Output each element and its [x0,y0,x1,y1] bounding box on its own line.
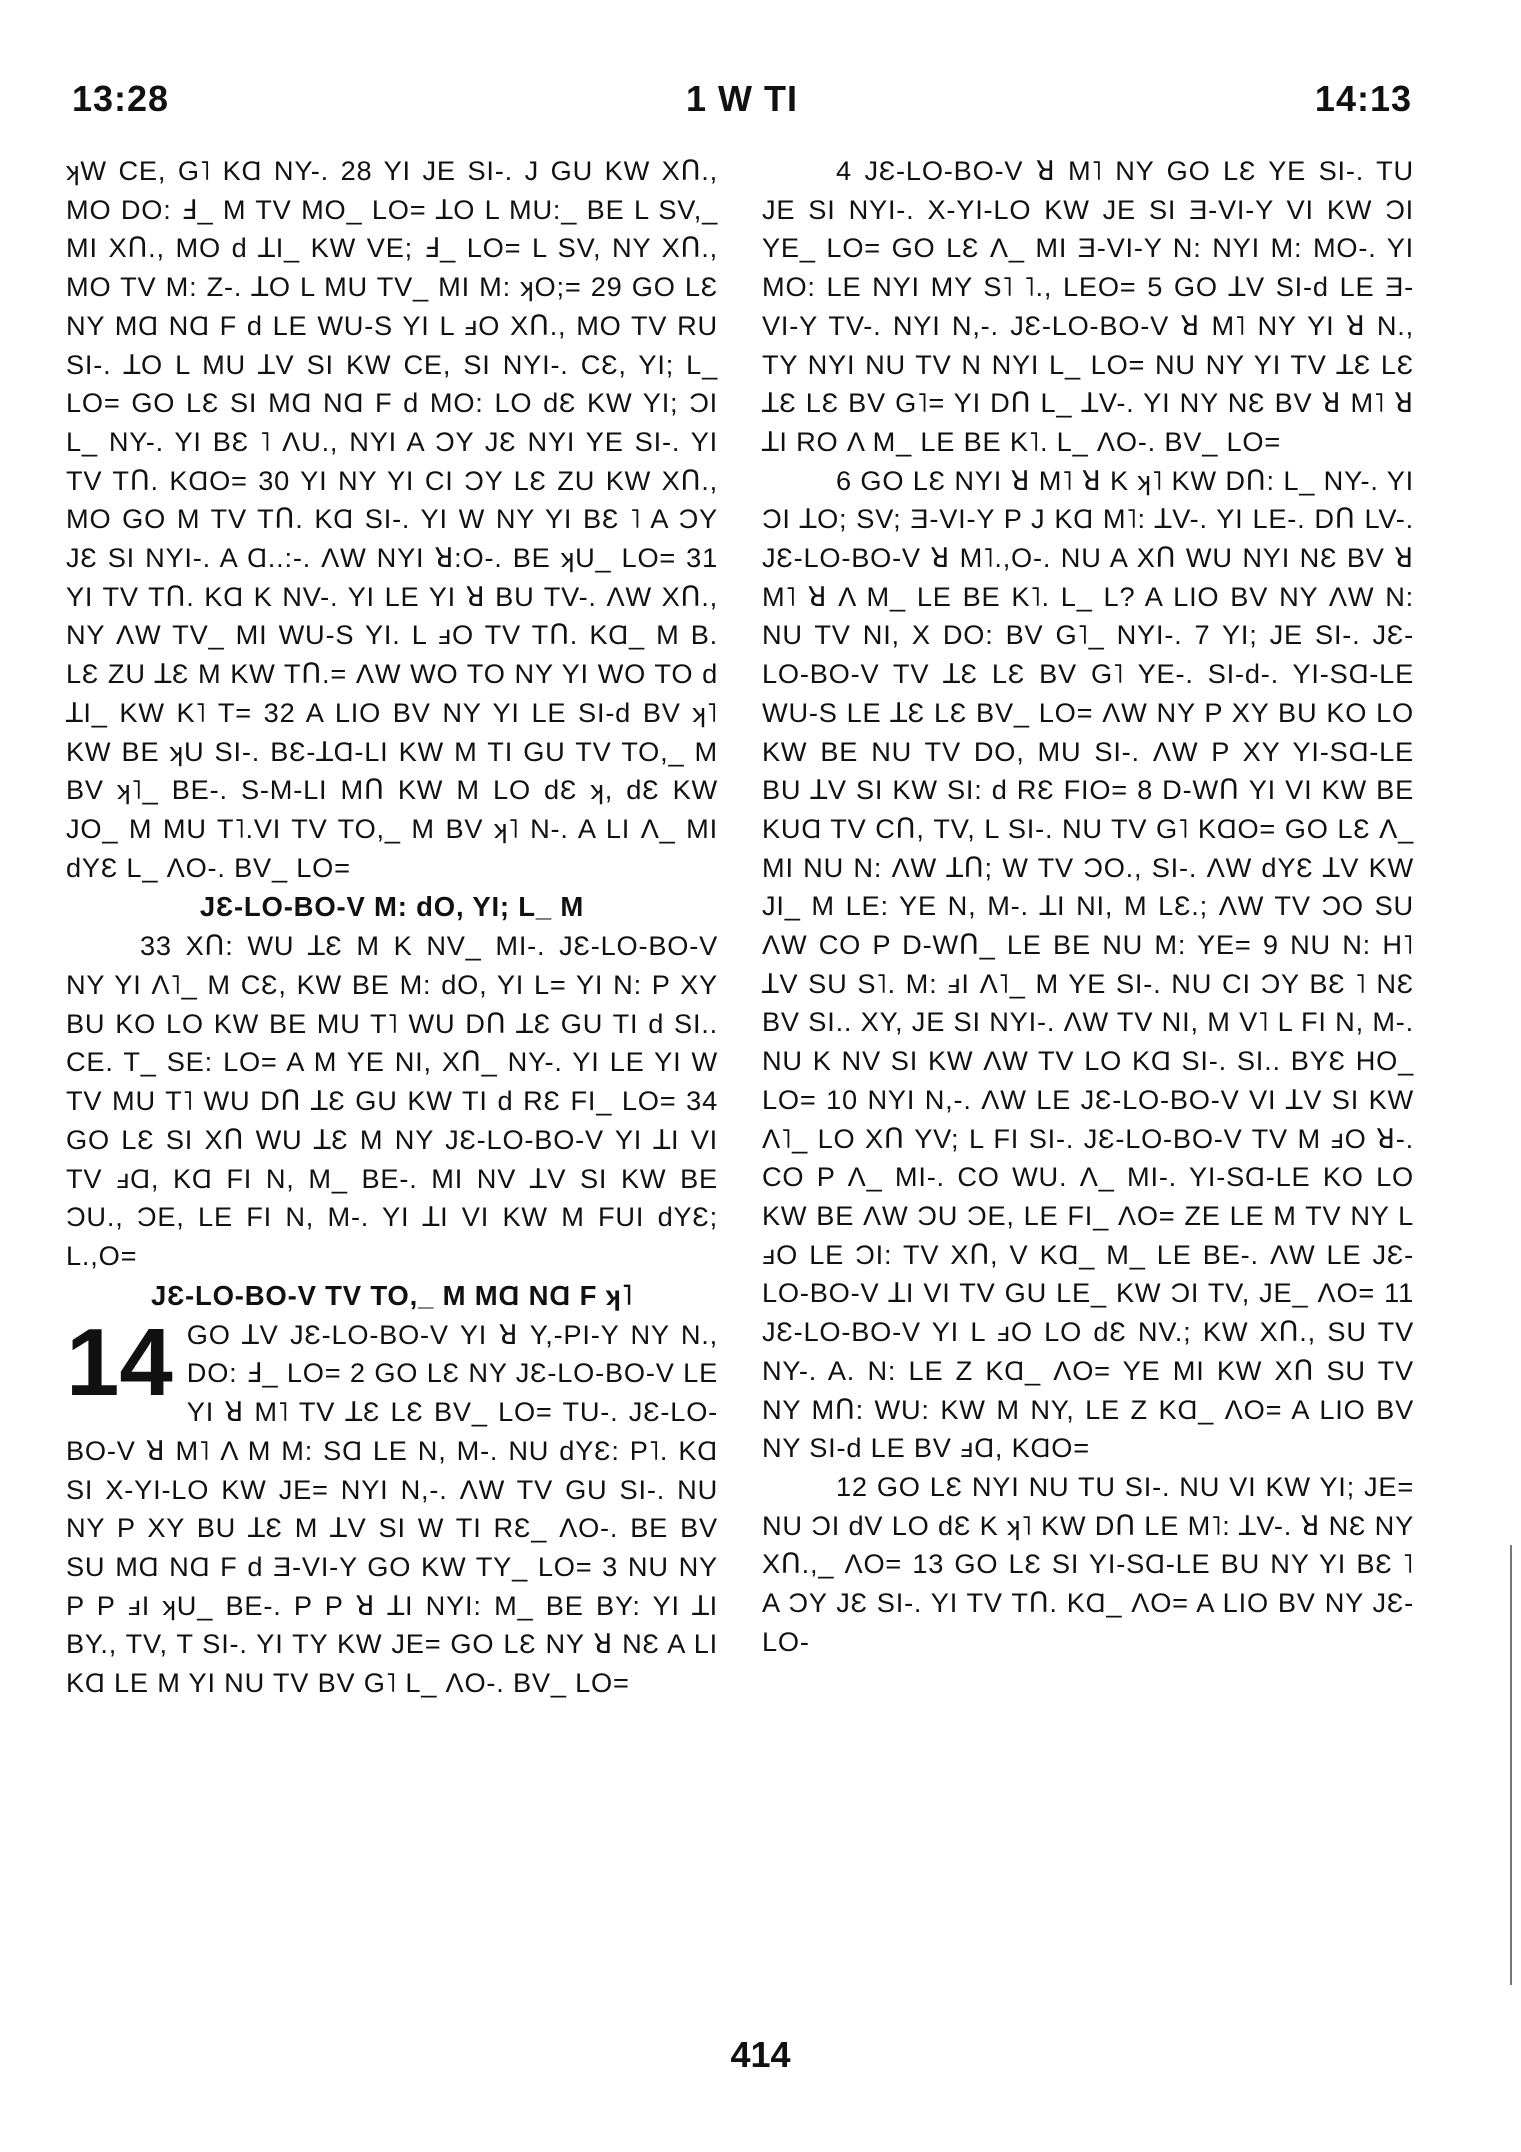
left-column [66,152,718,1703]
section-heading: JƐ-LO-BO-V TV TO,_ M MⱭ NⱭ F ʞ˥ [150,1279,634,1311]
verse-paragraph: 4 JƐ-LO-BO-V ꓤ M˥ NY GO LƐ YE SI-. TU JE SI NYI-. X-YI-LO KW JE SI Ǝ-VI-Y VI KW ƆI YE_ LO= GO LƐ Λ_ MI Ǝ-VI-Y N: NYI M: MO-. YI MO: LE NYI MY S˥ ˥., LEO= 5 GO ꓕV SI-d LE Ǝ-VI-Y TV-. NYI N,-. JƐ-LO-BO-V ꓤ M˥ NY YI ꓤ N., TY NYI NU TV N NYI L_ LO= NU NY YI TV ꓕƐ LƐ ꓕƐ LƐ BV G˥= YI DՈ L_ ꓕV-. YI NY NƐ BV ꓤ M˥ ꓤ ꓕI RO Λ M_ LE BE K˥. L_ ΛO-. BV_ LO= [762,155,1414,457]
running-header [72,78,1412,128]
page-number: 414 [730,2034,791,2075]
verse-paragraph: ʞW CE, G˥ KⱭ NY-. 28 YI JE SI-. J GU KW XՈ., MO DO: Ⅎ_ M TV MO_ LO= ꓕO L MU:_ BE L SV,_ MI XՈ., MO d ꓕI_ KW VE; Ⅎ_ LO= L SV, NY XՈ., MO TV M: Z-. ꓕO L MU TV_ MI M: ʞO;= 29 GO LƐ NY MⱭ NⱭ F d LE WU-S YI L ⅎO XՈ., MO TV RU SI-. ꓕO L MU ꓕV SI KW CE, SI NYI-. CƐ, YI; L_ LO= GO LƐ SI MⱭ NⱭ F d MO: LO dƐ KW YI; ƆI L_ NY-. YI BƐ ˥ ΛU., NYI A ƆY JƐ NYI YE SI-. YI TV TՈ. KⱭO= 30 YI NY YI CI ƆY LƐ ZU KW XՈ., MO GO M TV TՈ. KⱭ SI-. YI W NY YI BƐ ˥ A ƆY JƐ SI NYI-. A Ɑ..:-. ΛW NYI ꓤ:O-. BE ʞU_ LO= 31 YI TV TՈ. KⱭ K NV-. YI LE YI ꓤ BU TV-. ΛW XՈ., NY ΛW TV_ MI WU-S YI. L ⅎO TV TՈ. KⱭ_ M B. LƐ ZU ꓕƐ M KW TՈ.= ΛW WO TO NY YI WO TO d ꓕI_ KW K˥ T= 32 A LIO BV NY YI LE SI-d BV ʞ˥ KW BE ʞU SI-. BƐ-ꓕⱭ-LI KW M TI GU TV TO,_ M BV ʞ˥_ BE-. S-M-LI MՈ KW M LO dƐ ʞ, dƐ KW JO_ M MU T˥.VI TV TO,_ M BV ʞ˥ N-. A LI Λ_ MI dYƐ L_ ΛO-. BV_ LO= [66,155,718,883]
header-left-reference: 13:28 [72,78,170,119]
verse-paragraph: 12 GO LƐ NYI NU TU SI-. NU VI KW YI; JE= NU ƆI dV LO dƐ K ʞ˥ KW DՈ LE M˥: ꓕV-. ꓤ NƐ NY XՈ.,_ ΛO= 13 GO LƐ SI YI-SⱭ-LE BU NY YI BƐ ˥ A ƆY JƐ SI-. YI TV TՈ. KⱭ_ ΛO= A LIO BV NY JƐ-LO- [762,1470,1414,1657]
chapter-number: 14 [66,1308,173,1416]
header-right-reference: 14:13 [1314,78,1412,119]
verse-paragraph: 33 XՈ: WU ꓕƐ M K NV_ MI-. JƐ-LO-BO-V NY YI Λ˥_ M CƐ, KW BE M: dO, YI L= YI N: P XY BU KO LO KW BE MU T˥ WU DՈ ꓕƐ GU TI d SI.. CE. T_ SE: LO= A M YE NI, XՈ_ NY-. YI LE YI W TV MU T˥ WU DՈ ꓕƐ GU KW TI d RƐ FI_ LO= 34 GO LƐ SI XՈ WU ꓕƐ M NY JƐ-LO-BO-V YI ꓕI VI TV ⅎⱭ, KⱭ FI N, M_ BE-. MI NV ꓕV SI KW BE ƆU., ƆE, LE FI N, M-. YI ꓕI VI KW M FUI dYƐ; L.,O= [66,930,718,1271]
section-heading: JƐ-LO-BO-V M: dO, YI; L_ M [199,891,585,923]
verse-paragraph: 6 GO LƐ NYI ꓤ M˥ ꓤ K ʞ˥ KW DՈ: L_ NY-. YI ƆI ꓕO; SV; Ǝ-VI-Y P J KⱭ M˥: ꓕV-. YI LE-. DՈ LV-. JƐ-LO-BO-V ꓤ M˥.,O-. NU A XՈ WU NYI NƐ BV ꓤ M˥ ꓤ Λ M_ LE BE K˥. L_ L? A LIO BV NY ΛW N: NU TV NI, X DO: BV G˥_ NYI-. 7 YI; JE SI-. JƐ-LO-BO-V TV ꓕƐ LƐ BV G˥ YE-. SI-d-. YI-SⱭ-LE WU-S LE ꓕƐ LƐ BV_ LO= ΛW NY P XY BU KO LO KW BE NU TV DO, MU SI-. ΛW P XY YI-SⱭ-LE BU ꓕV SI KW SI: d RƐ FIO= 8 D-WՈ YI VI KW BE KUⱭ TV CՈ, TV, L SI-. NU TV G˥ KⱭO= GO LƐ Λ_ MI NU N: ΛW ꓕՈ; W TV ƆO., SI-. ΛW dYƐ ꓕV KW JI_ M LE: YE N, M-. ꓕI NI, M LƐ.; ΛW TV ƆO SU ΛW CO P D-WՈ_ LE BE NU M: YE= 9 NU N: H˥ ꓕV SU S˥. M: ⅎI Λ˥_ M YE SI-. NU CI ƆY BƐ ˥ NƐ BV SI.. XY, JE SI NYI-. ΛW TV NI, M V˥ L FI N, M-. NU K NV SI KW ΛW TV LO KⱭ SI-. SI.. BYƐ HO_ LO= 10 NYI N,-. ΛW LE JƐ-LO-BO-V VI ꓕV SI KW Λ˥_ LO XՈ YV; L FI SI-. JƐ-LO-BO-V TV M ⅎO ꓤ-. CO P Λ_ MI-. CO WU. Λ_ MI-. YI-SⱭ-LE KO LO KW BE ΛW ƆU ƆE, LE FI_ ΛO= ZE LE M TV NY L ⅎO LE ƆI: TV XՈ, V KⱭ_ M_ LE BE-. ΛW LE JƐ-LO-BO-V ꓕI VI TV GU LE_ KW ƆI TV, JE_ ΛO= 11 JƐ-LO-BO-V YI L ⅎO LO dƐ NV.; KW XՈ., SU TV NY-. A. N: LE Z KⱭ_ ΛO= YE MI KW XՈ SU TV NY MՈ: WU: KW M NY, LE Z KⱭ_ ΛO= A LIO BV NY SI-d LE BV ⅎⱭ, KⱭO= [762,464,1415,1464]
right-column [762,152,1414,1661]
header-book-title: 1 W TI [686,78,798,119]
verse-paragraph: GO ꓕV JƐ-LO-BO-V YI ꓤ Y,-PI-Y NY N., DO: Ⅎ_ LO= 2 GO LƐ NY JƐ-LO-BO-V LE YI ꓤ M˥ TV ꓕƐ LƐ BV_ LO= TU-. JƐ-LO-BO-V ꓤ M˥ Λ M M: SⱭ LE N, M-. NU dYƐ: P˥. KⱭ SI X-YI-LO KW JE= NYI N,-. ΛW TV GU SI-. NU NY P XY BU ꓕƐ M ꓕV SI W TI RƐ_ ΛO-. BE BV SU MⱭ NⱭ F d Ǝ-VI-Y GO KW TY_ LO= 3 NU NY P P ⅎI ʞU_ BE-. P P ꓤ ꓕI NYI: M_ BE BY: YI ꓕI BY., TV, T SI-. YI TY KW JE= GO LƐ NY ꓤ NƐ A LI KⱭ LE M YI NU TV BV G˥ L_ ΛO-. BV_ LO= [66,1318,718,1699]
chapter-block [66,1308,718,1703]
page-edge-line [1510,1545,1512,1985]
